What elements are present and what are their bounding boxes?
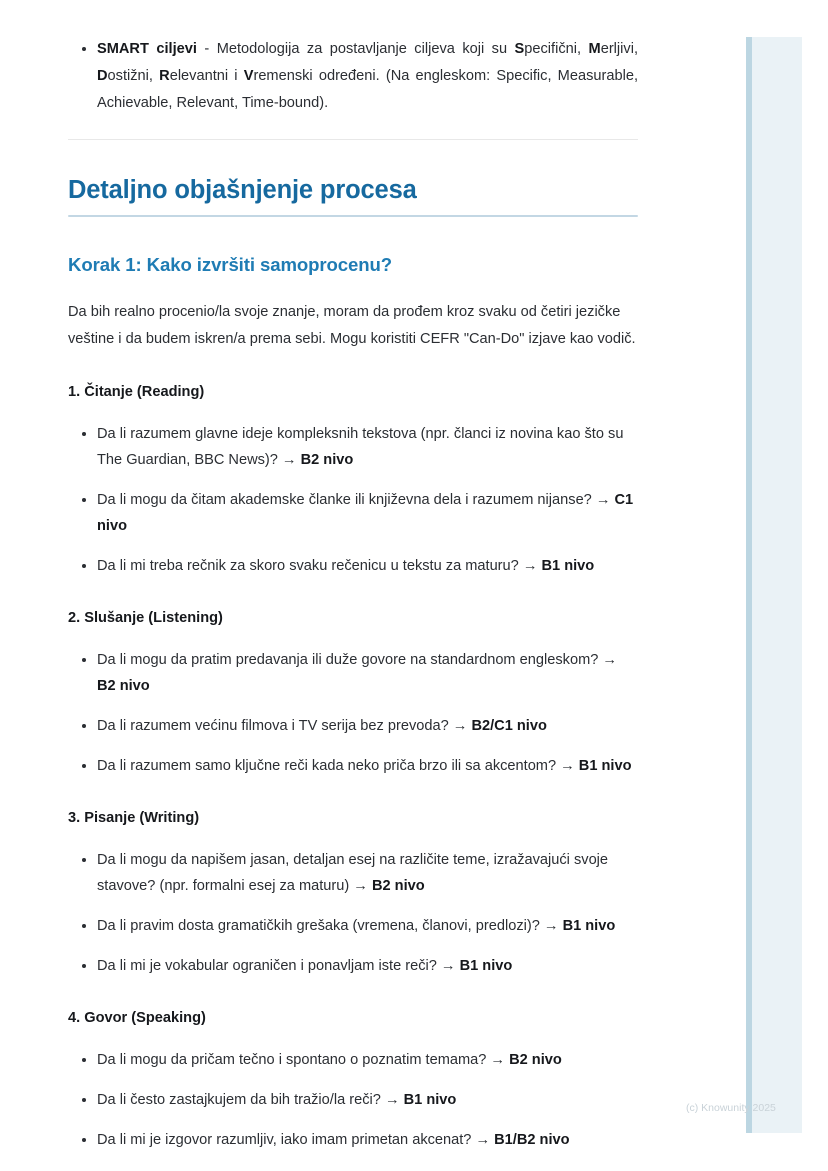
cefr-level-badge: B1 nivo <box>578 758 632 774</box>
can-do-question: Da li mogu da pričam tečno i spontano o poznatim temama? → <box>97 1052 510 1068</box>
can-do-question: Da li razumem glavne ideje kompleksnih tekstova (npr. članci iz novina kao što su The Guardian, BBC News)? → <box>97 426 624 468</box>
can-do-question: Da li razumem većinu filmova i TV serija bez prevoda? → <box>97 718 472 734</box>
skill-block <box>68 807 638 979</box>
cefr-level-badge: B2 nivo <box>371 878 425 894</box>
title-underline-rule <box>68 215 638 217</box>
list-item <box>68 913 638 939</box>
cefr-level-badge: B1/B2 nivo <box>494 1132 570 1148</box>
can-do-question: Da li razumem samo ključne reči kada neko priča brzo ili sa akcentom? → <box>97 758 579 774</box>
skill-question-list <box>68 1047 638 1153</box>
can-do-question: Da li mogu da pratim predavanja ili duže govore na standardnom engleskom? → <box>97 652 617 668</box>
term-text: ostižni, <box>107 68 160 84</box>
section-heading-korak-1: Korak 1: Kako izvršiti samoprocenu? <box>68 254 393 275</box>
cefr-level-badge: B2 nivo <box>300 452 354 468</box>
acronym-letter: V <box>243 68 254 84</box>
term-text: elevantni i <box>169 68 244 84</box>
document-content <box>68 0 638 1153</box>
skill-heading: 1. Čitanje (Reading) <box>68 384 205 400</box>
list-item <box>68 1087 638 1113</box>
intro-bullet-list <box>68 36 638 117</box>
cefr-level-badge: B2 nivo <box>97 678 150 694</box>
skill-heading: 3. Pisanje (Writing) <box>68 810 200 826</box>
list-item <box>68 553 638 579</box>
skill-heading: 2. Slušanje (Listening) <box>68 610 223 626</box>
list-item: SMART ciljevi - Metodologija za postavljanje ciljeva koji su Specifični, Merljivi, Dostižni, Relevantni i Vremenski određeni. (Na engleskom: Specific, Measurable, Achievable, Relevant, Time-bound). <box>68 36 638 117</box>
page-title: Detaljno objašnjenje procesa <box>68 176 417 204</box>
scrollbar-handle[interactable] <box>746 37 752 1133</box>
can-do-question: Da li često zastajkujem da bih tražio/la reči? → <box>97 1092 404 1108</box>
cefr-level-badge: B1 nivo <box>562 918 616 934</box>
cefr-level-badge: B1 nivo <box>403 1092 457 1108</box>
can-do-question: Da li mi je izgovor razumljiv, iako imam primetan akcenat? → <box>97 1132 495 1148</box>
cefr-level-badge: C1 nivo <box>97 492 634 534</box>
cefr-level-badge: B2/C1 nivo <box>471 718 547 734</box>
list-item <box>68 421 638 473</box>
list-item <box>68 713 638 739</box>
term-text: pecifični, <box>524 41 589 57</box>
term-text: erljivi, <box>600 41 638 57</box>
right-side-panel <box>746 37 802 1133</box>
term-label: SMART ciljevi <box>97 41 197 57</box>
skill-question-list <box>68 421 638 579</box>
cefr-level-badge: B2 nivo <box>509 1052 562 1068</box>
list-item <box>68 847 638 899</box>
term-text: Metodologija za postavljanje ciljeva koji su <box>216 41 515 57</box>
cefr-level-badge: B1 nivo <box>541 558 595 574</box>
cefr-level-badge: B1 nivo <box>459 958 513 974</box>
can-do-question: Da li pravim dosta gramatičkih grešaka (vremena, članovi, predlozi)? → <box>97 918 563 934</box>
list-item <box>68 647 638 699</box>
term-text: remenski određeni. (Na engleskom: Specific, Measurable, Achievable, Relevant, Time-bound). <box>97 68 638 111</box>
section-divider-rule <box>68 139 638 140</box>
skill-block <box>68 607 638 779</box>
list-item <box>68 953 638 979</box>
acronym-letter: R <box>159 68 170 84</box>
list-item <box>68 753 638 779</box>
skill-block <box>68 1007 638 1153</box>
acronym-letter: S <box>514 41 525 57</box>
watermark-knowunity: (c) Knowunity 2025 <box>686 1102 776 1114</box>
skill-heading: 4. Govor (Speaking) <box>68 1010 206 1026</box>
can-do-question: Da li mogu da napišem jasan, detaljan esej na različite teme, izražavajući svoje stavove? (npr. formalni esej za maturu) → <box>97 852 609 894</box>
skill-question-list <box>68 647 638 779</box>
can-do-question: Da li mi je vokabular ograničen i ponavljam iste reči? → <box>97 958 460 974</box>
skills-container <box>68 381 638 1153</box>
list-item <box>68 487 638 539</box>
list-item <box>68 1047 638 1073</box>
skill-question-list <box>68 847 638 979</box>
section-intro-paragraph: Da bih realno procenio/la svoje znanje, moram da prođem kroz svaku od četiri jezičke veštine i da budem iskren/a prema sebi. Mogu koristiti CEFR "Can-Do" izjave kao vodič. <box>68 304 636 347</box>
list-item <box>68 1127 638 1153</box>
acronym-letter: M <box>588 41 601 57</box>
can-do-question: Da li mi treba rečnik za skoro svaku rečenicu u tekstu za maturu? → <box>97 558 542 574</box>
can-do-question: Da li mogu da čitam akademske članke ili književna dela i razumem nijanse? → <box>97 492 615 508</box>
acronym-letter: D <box>97 68 108 84</box>
skill-block <box>68 381 638 579</box>
